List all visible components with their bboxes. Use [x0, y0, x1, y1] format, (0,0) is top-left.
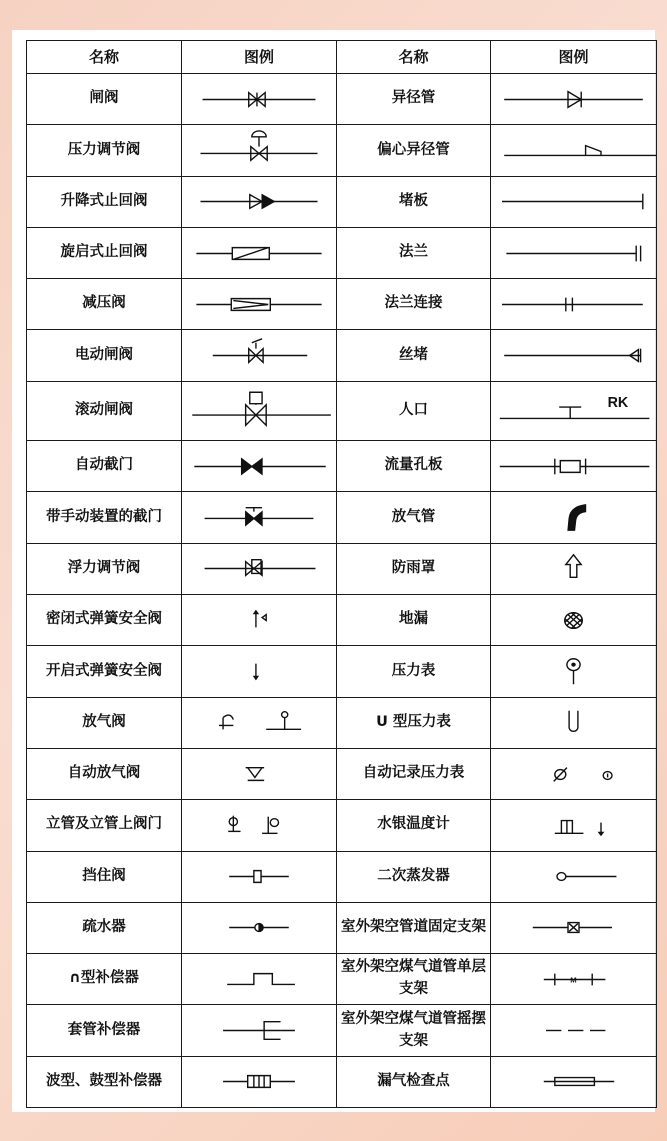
right-name-cell: 防雨罩 — [337, 543, 491, 594]
left-symbol-cell — [182, 279, 337, 330]
left-symbol-cell — [182, 381, 337, 440]
leak-check-point-icon — [491, 1057, 656, 1106]
automatic-air-vent-icon — [182, 750, 336, 799]
table-row — [27, 954, 657, 1005]
right-name-cell: 法兰 — [337, 227, 491, 278]
right-symbol-cell — [491, 227, 657, 278]
left-symbol-cell — [182, 697, 337, 748]
right-name-cell: 室外架空煤气道管摇摆支架 — [337, 1005, 491, 1056]
u-expansion-joint-icon — [182, 955, 336, 1004]
pressure-reducing-valve-icon — [182, 280, 336, 329]
right-symbol-cell — [491, 330, 657, 381]
right-name-cell: 二次蒸发器 — [337, 851, 491, 902]
swing-check-valve-icon — [182, 229, 336, 278]
pressure-regulating-valve-icon — [182, 126, 336, 175]
table-row — [27, 381, 657, 440]
header-name-left: 名称 — [27, 41, 182, 74]
table-row — [27, 330, 657, 381]
electric-gate-valve-icon — [182, 331, 336, 380]
open-spring-safety-valve-icon — [182, 647, 336, 696]
left-symbol-cell — [182, 176, 337, 227]
right-name-cell: 异径管 — [337, 74, 491, 125]
pressure-gauge-icon — [491, 647, 656, 696]
left-symbol-cell — [182, 227, 337, 278]
right-symbol-cell — [491, 954, 657, 1005]
table-row — [27, 1005, 657, 1056]
table-row — [27, 800, 657, 851]
left-symbol-cell — [182, 646, 337, 697]
flange-connection-icon — [491, 280, 656, 329]
mercury-thermometer-icon — [491, 801, 656, 850]
manhole-icon — [491, 382, 656, 439]
table-row — [27, 74, 657, 125]
gate-valve-icon — [182, 75, 336, 124]
left-name-cell: 减压阀 — [27, 279, 182, 330]
riser-valve-icon — [182, 801, 336, 850]
right-symbol-cell — [491, 543, 657, 594]
float-regulating-valve-icon — [182, 544, 336, 593]
rolling-gate-valve-icon — [182, 382, 336, 439]
right-name-cell: 偏心异径管 — [337, 125, 491, 176]
left-name-cell: 自动截门 — [27, 441, 182, 492]
floor-drain-icon — [491, 596, 656, 645]
right-symbol-cell — [491, 595, 657, 646]
legend-body — [27, 74, 657, 1108]
left-symbol-cell — [182, 954, 337, 1005]
table-row — [27, 851, 657, 902]
left-symbol-cell — [182, 595, 337, 646]
vent-valve-icon — [182, 698, 336, 747]
header-symbol-right: 图例 — [491, 41, 657, 74]
right-name-cell: U 型压力表 — [337, 697, 491, 748]
reducer-icon — [491, 75, 656, 124]
left-name-cell: 带手动装置的截门 — [27, 492, 182, 543]
table-row — [27, 227, 657, 278]
table-row — [27, 492, 657, 543]
svg-text:RK: RK — [607, 395, 629, 412]
right-symbol-cell — [491, 646, 657, 697]
right-symbol-cell — [491, 279, 657, 330]
left-name-cell: 密闭式弹簧安全阀 — [27, 595, 182, 646]
right-symbol-cell — [491, 748, 657, 799]
right-symbol-cell — [491, 125, 657, 176]
right-symbol-cell — [491, 381, 657, 440]
left-symbol-cell — [182, 748, 337, 799]
table-row — [27, 125, 657, 176]
orifice-plate-icon — [491, 442, 656, 491]
right-symbol-cell — [491, 1056, 657, 1107]
left-symbol-cell — [182, 492, 337, 543]
table-row — [27, 543, 657, 594]
left-name-cell: 立管及立管上阀门 — [27, 800, 182, 851]
left-name-cell: 波型、鼓型补偿器 — [27, 1056, 182, 1107]
flange-icon — [491, 229, 656, 278]
left-name-cell: 压力调节阀 — [27, 125, 182, 176]
steam-trap-icon — [182, 903, 336, 952]
right-name-cell: 人口 — [337, 381, 491, 440]
left-name-cell: 升降式止回阀 — [27, 176, 182, 227]
right-symbol-cell — [491, 1005, 657, 1056]
recording-pressure-gauge-icon — [491, 750, 656, 799]
left-symbol-cell — [182, 441, 337, 492]
manual-stop-valve-icon — [182, 493, 336, 542]
header-row — [27, 41, 657, 74]
left-symbol-cell — [182, 851, 337, 902]
right-name-cell: 地漏 — [337, 595, 491, 646]
left-name-cell: 电动闸阀 — [27, 330, 182, 381]
rain-cap-icon — [491, 544, 656, 593]
right-name-cell: 室外架空管道固定支架 — [337, 902, 491, 953]
left-symbol-cell — [182, 1005, 337, 1056]
fixed-support-icon — [491, 903, 656, 952]
blind-plate-icon — [491, 177, 656, 226]
left-symbol-cell — [182, 74, 337, 125]
single-layer-support-icon — [491, 955, 656, 1004]
right-name-cell: 漏气检查点 — [337, 1056, 491, 1107]
right-name-cell: 法兰连接 — [337, 279, 491, 330]
swing-support-icon — [491, 1006, 656, 1055]
table-row — [27, 748, 657, 799]
table-row — [27, 697, 657, 748]
stop-valve-icon — [182, 852, 336, 901]
table-row — [27, 902, 657, 953]
right-name-cell: 丝堵 — [337, 330, 491, 381]
header-name-right: 名称 — [337, 41, 491, 74]
right-symbol-cell — [491, 697, 657, 748]
left-symbol-cell — [182, 1056, 337, 1107]
legend-sheet — [12, 30, 655, 1112]
right-name-cell: 自动记录压力表 — [337, 748, 491, 799]
right-name-cell: 压力表 — [337, 646, 491, 697]
right-symbol-cell — [491, 176, 657, 227]
left-symbol-cell — [182, 902, 337, 953]
right-symbol-cell — [491, 492, 657, 543]
left-name-cell: 挡住阀 — [27, 851, 182, 902]
left-symbol-cell — [182, 800, 337, 851]
left-symbol-cell — [182, 543, 337, 594]
table-row — [27, 279, 657, 330]
table-row — [27, 176, 657, 227]
left-symbol-cell — [182, 125, 337, 176]
sleeve-compensator-icon — [182, 1006, 336, 1055]
header-symbol-left: 图例 — [182, 41, 337, 74]
left-name-cell: 放气阀 — [27, 697, 182, 748]
left-name-cell: 旋启式止回阀 — [27, 227, 182, 278]
vent-pipe-icon — [491, 493, 656, 542]
bellows-compensator-icon — [182, 1057, 336, 1106]
left-name-cell: 套管补偿器 — [27, 1005, 182, 1056]
svg-text:M: M — [570, 975, 577, 985]
table-row — [27, 646, 657, 697]
pipe-symbol-legend-table — [26, 40, 657, 1108]
threaded-plug-icon — [491, 331, 656, 380]
left-name-cell: 浮力调节阀 — [27, 543, 182, 594]
left-name-cell: 疏水器 — [27, 902, 182, 953]
right-name-cell: 流量孔板 — [337, 441, 491, 492]
u-tube-manometer-icon — [491, 698, 656, 747]
right-symbol-cell — [491, 902, 657, 953]
left-name-cell: 闸阀 — [27, 74, 182, 125]
right-name-cell: 室外架空煤气道管单层支架 — [337, 954, 491, 1005]
right-symbol-cell — [491, 74, 657, 125]
eccentric-reducer-icon — [491, 126, 656, 175]
right-symbol-cell — [491, 800, 657, 851]
left-name-cell: ∩型补偿器 — [27, 954, 182, 1005]
right-symbol-cell — [491, 441, 657, 492]
left-name-cell: 滚动闸阀 — [27, 381, 182, 440]
automatic-stop-valve-icon — [182, 442, 336, 491]
lift-check-valve-icon — [182, 177, 336, 226]
left-symbol-cell — [182, 330, 337, 381]
right-symbol-cell — [491, 851, 657, 902]
left-name-cell: 开启式弹簧安全阀 — [27, 646, 182, 697]
table-row — [27, 1056, 657, 1107]
left-name-cell: 自动放气阀 — [27, 748, 182, 799]
table-row — [27, 595, 657, 646]
closed-spring-safety-valve-icon — [182, 596, 336, 645]
secondary-evaporator-icon — [491, 852, 656, 901]
right-name-cell: 水银温度计 — [337, 800, 491, 851]
table-row — [27, 441, 657, 492]
right-name-cell: 放气管 — [337, 492, 491, 543]
right-name-cell: 堵板 — [337, 176, 491, 227]
